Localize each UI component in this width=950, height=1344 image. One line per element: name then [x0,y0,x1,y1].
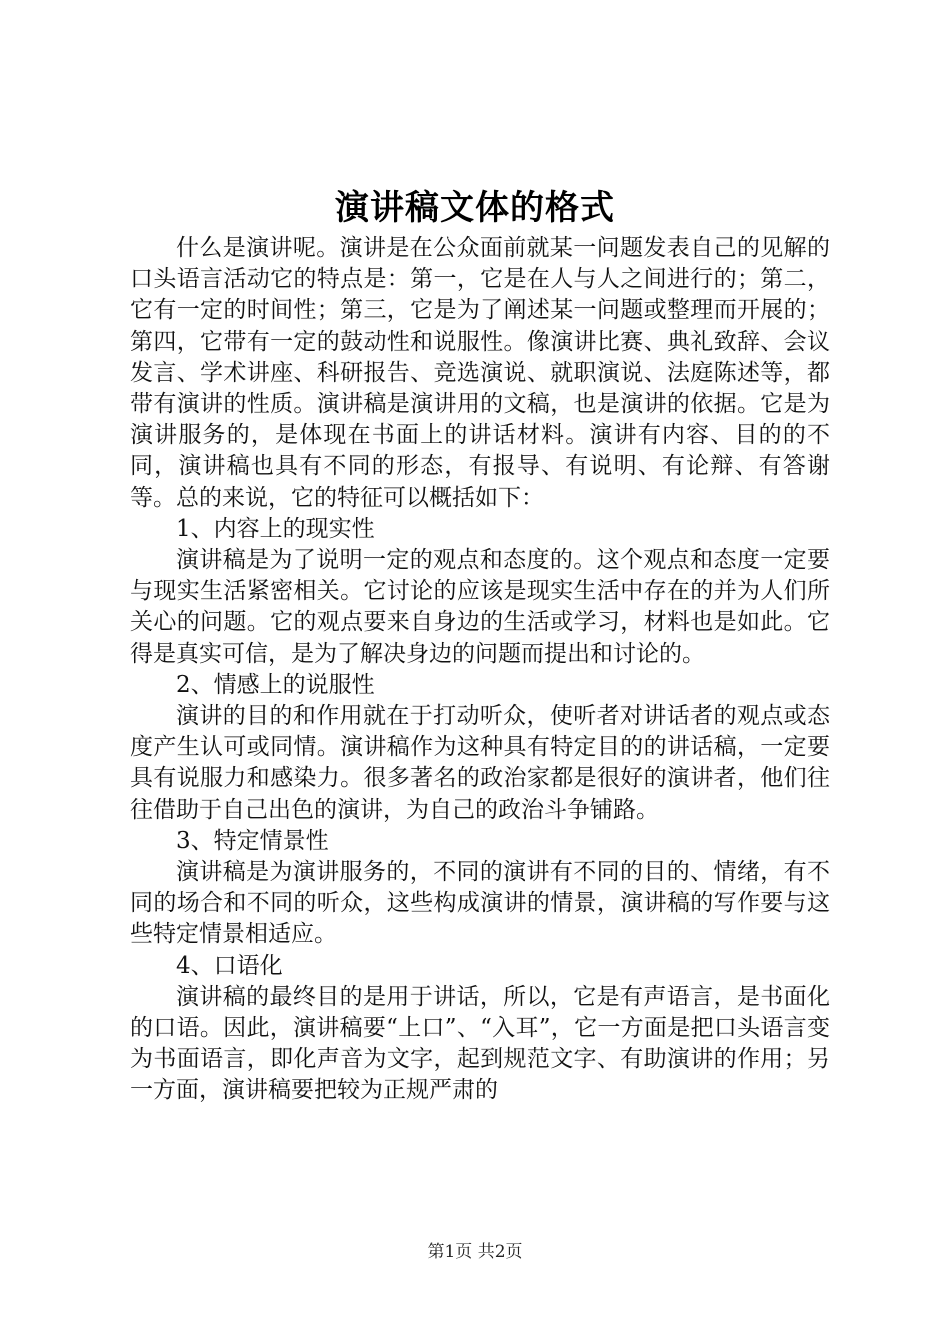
paragraph-section-1: 演讲稿是为了说明一定的观点和态度的。这个观点和态度一定要与现实生活紧密相关。它讨论的应该是现实生活中存在的并为人们所关心的问题。它的观点要来自身边的生活或学习，材料也是如此。它得是真实可信，是为了解决身边的问题而提出和讨论的。 [130,547,830,667]
document-body [130,233,830,1107]
paragraph-section-2: 演讲的目的和作用就在于打动听众，使听者对讲话者的观点或态度产生认可或同情。演讲稿作为这种具有特定目的的讲话稿，一定要具有说服力和感染力。很多著名的政治家都是很好的演讲者，他们往往借助于自己出色的演讲，为自己的政治斗争铺路。 [130,703,830,823]
section-heading-2: 2、情感上的说服性 [176,671,375,698]
paragraph-section-3: 演讲稿是为演讲服务的，不同的演讲有不同的目的、情绪，有不同的场合和不同的听众，这些构成演讲的情景，演讲稿的写作要与这些特定情景相适应。 [130,859,830,948]
page-number-footer: 第1页 共2页 [427,1242,523,1262]
document-title: 演讲稿文体的格式 [335,188,615,228]
section-heading-4: 4、口语化 [176,952,283,979]
section-heading-3: 3、特定情景性 [176,827,329,854]
paragraph-intro: 什么是演讲呢。演讲是在公众面前就某一问题发表自己的见解的口头语言活动它的特点是：第一，它是在人与人之间进行的；第二，它有一定的时间性；第三，它是为了阐述某一问题或整理而开展的；第四，它带有一定的鼓动性和说服性。像演讲比赛、典礼致辞、会议发言、学术讲座、科研报告、竞选演说、就职演说、法庭陈述等，都带有演讲的性质。演讲稿是演讲用的文稿，也是演讲的依据。它是为演讲服务的，是体现在书面上的讲话材料。演讲有内容、目的的不同，演讲稿也具有不同的形态，有报导、有说明、有论辩、有答谢等。总的来说，它的特征可以概括如下： [130,235,830,511]
paragraph-section-4: 演讲稿的最终目的是用于讲话，所以，它是有声语言，是书面化的口语。因此，演讲稿要“上口”、“入耳”，它一方面是把口头语言变为书面语言，即化声音为文字，起到规范文字、有助演讲的作用；另一方面，演讲稿要把较为正规严肃的 [130,983,830,1104]
section-heading-1: 1、内容上的现实性 [176,515,375,542]
